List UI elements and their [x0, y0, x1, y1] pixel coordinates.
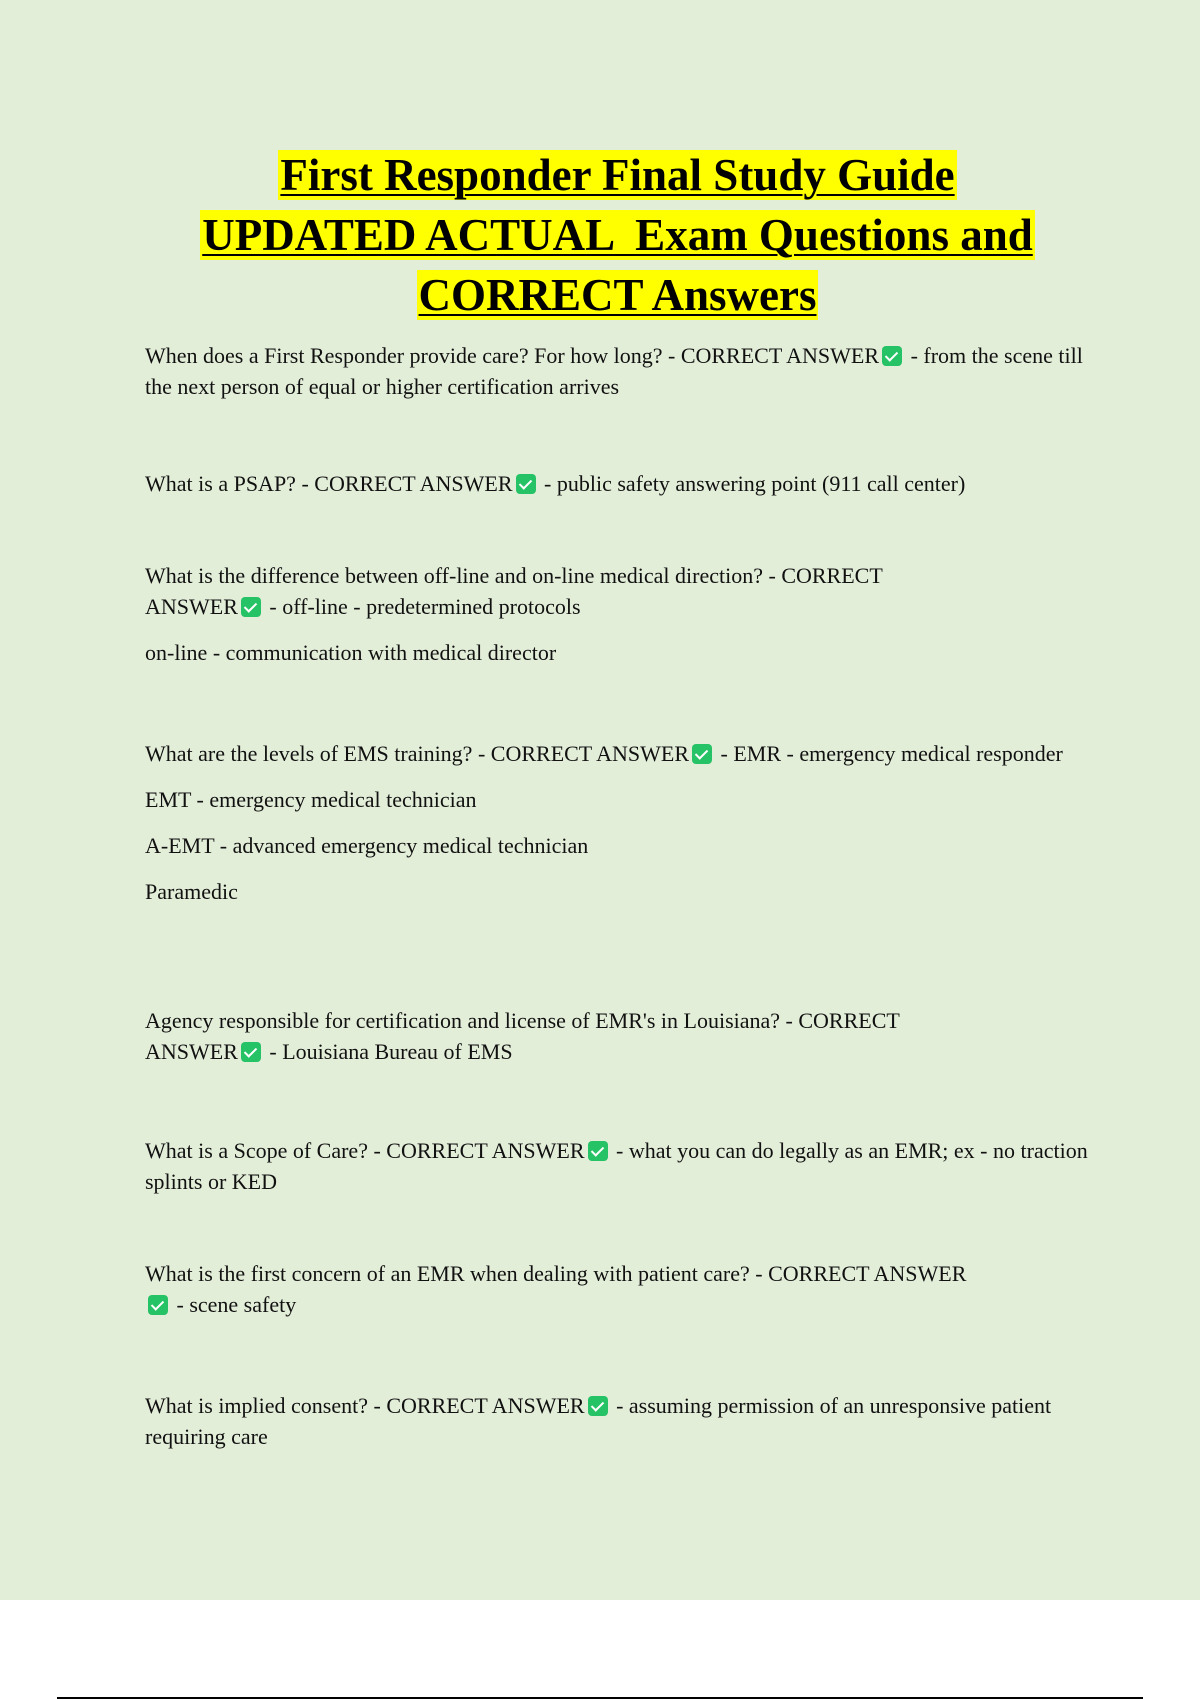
footer-divider — [57, 1697, 1143, 1699]
question-text: When does a First Responder provide care? For how long? - — [145, 343, 681, 368]
answer-line: EMT - emergency medical technician — [145, 787, 477, 812]
qa-paragraph — [145, 1135, 1095, 1197]
qa-item — [145, 468, 1095, 499]
answer-text: - EMR - emergency medical responder — [715, 741, 1063, 766]
check-box-icon — [241, 1042, 261, 1062]
qa-item — [145, 560, 1095, 668]
answer-text: - off-line - predetermined protocols — [263, 594, 581, 619]
answer-marker: CORRECT ANSWER — [386, 1393, 585, 1418]
answer-line: Paramedic — [145, 879, 238, 904]
answer-marker: CORRECT ANSWER — [768, 1261, 967, 1286]
qa-paragraph — [145, 738, 1095, 769]
check-box-icon — [692, 744, 712, 764]
answer-text: - Louisiana Bureau of EMS — [263, 1039, 513, 1064]
answer-line: A-EMT - advanced emergency medical technician — [145, 833, 589, 858]
question-text: Agency responsible for certification and license of EMR's in Louisiana? - — [145, 1008, 799, 1033]
question-text: What is a PSAP? - — [145, 471, 315, 496]
title-line-3: CORRECT Answers — [418, 270, 817, 320]
qa-item — [145, 1135, 1095, 1197]
qa-item — [145, 1390, 1095, 1452]
qa-item — [145, 1005, 1095, 1067]
answer-text: - what you can do legally as an EMR; ex - no traction splints or KED — [145, 1138, 1088, 1194]
answer-text: - public safety answering point (911 call center) — [538, 471, 966, 496]
answer-marker: CORRECT ANSWER — [314, 471, 513, 496]
check-box-icon — [588, 1396, 608, 1416]
check-box-icon — [148, 1295, 168, 1315]
answer-marker: CORRECT ANSWER — [680, 343, 880, 368]
answer-text: - from the scene till the next person of equal or higher certification arrives — [145, 343, 1083, 399]
answer-marker: CORRECT ANSWER — [145, 1008, 900, 1064]
answer-marker: CORRECT ANSWER — [386, 1138, 585, 1163]
title-line-1: First Responder Final Study Guide — [280, 150, 955, 200]
check-box-icon — [516, 474, 536, 494]
question-text: What is implied consent? - — [145, 1393, 387, 1418]
check-box-icon — [241, 597, 261, 617]
check-box-icon — [588, 1141, 608, 1161]
title-line-2: UPDATED ACTUAL Exam Questions and — [202, 210, 1033, 260]
qa-item — [145, 1258, 1095, 1320]
answer-marker: CORRECT ANSWER — [145, 563, 883, 619]
answer-marker: CORRECT ANSWER — [490, 741, 690, 766]
qa-paragraph — [145, 340, 1095, 402]
answer-text: - assuming permission of an unresponsive patient requiring care — [145, 1393, 1052, 1449]
qa-item — [145, 738, 1095, 907]
question-text: What is a Scope of Care? - — [145, 1138, 387, 1163]
question-text: What is the first concern of an EMR when dealing with patient care? - — [145, 1261, 769, 1286]
qa-paragraph — [145, 560, 975, 622]
question-text: What is the difference between off-line and on-line medical direction? - — [145, 563, 782, 588]
answer-text: - scene safety — [171, 1292, 297, 1317]
qa-paragraph — [145, 1390, 1095, 1452]
qa-item — [145, 340, 1095, 402]
qa-paragraph — [145, 1258, 985, 1320]
answer-line: on-line - communication with medical director — [145, 640, 557, 665]
document-title — [100, 145, 1135, 325]
question-text: What are the levels of EMS training? - — [145, 741, 491, 766]
qa-paragraph — [145, 468, 1095, 499]
qa-paragraph — [145, 1005, 995, 1067]
check-box-icon — [882, 346, 902, 366]
